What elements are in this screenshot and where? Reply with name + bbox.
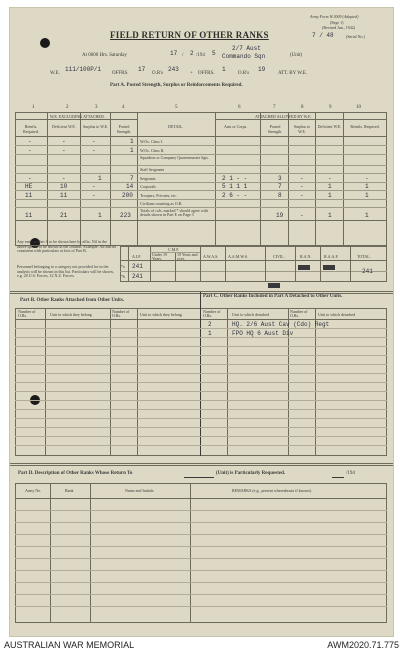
part-d-title-mid: (Unit) is Particularly Requested. — [216, 471, 286, 476]
year-digit: 5 — [212, 50, 216, 57]
total-c4: 223 — [120, 212, 131, 219]
date-month: 2 — [190, 50, 194, 57]
analysis-b-aif: 241 — [132, 273, 143, 280]
offrs2-value: 1 — [222, 66, 226, 73]
group-attached: ATTACHED ALLOWED BY W.E. — [255, 114, 312, 119]
footer-left: AUSTRALIAN WAR MEMORIAL — [4, 640, 135, 650]
form-page: (Page 1) — [330, 20, 344, 25]
group-we-excl: W.E. EXCLUDING ATTACHED. — [50, 114, 105, 119]
row-detail: W.Os. Class II. — [140, 148, 165, 153]
unit-line2: Commando Sqn — [222, 53, 266, 60]
form-revised: (Revised Jun., 1942) — [322, 25, 356, 30]
form-sheet: Army Form W.3009 (Adapted) (Page 1) (Revised Jun., 1942) 7 / 48 (Serial No.) FIELD RETURN OF OTHER RANKS At 0600 Hrs. Saturday 17 / 2 /194 5 2/7 Aust Commando Sqn (Unit) W.E. 111/100P/1 OFFRS. 17 O.R's 243 + OFFRS. 1 O.R's 19 ATT. BY W.E. Part A. Posted Strength, Surplus or Reinforcements Required. 1 2 3 4 5 6 7 8 9 10 W.E. EXCLUDING ATTACHED. ATTACHED ALLOWED BY W.E. Reinfts. Required. Deficient W.E. Surplus to W.E. Posted Strength. DETAIL. Arm or Corps. Posted Strength. Surplus to W.E. Deficient W.E. Reinfts. Required. W.Os. Class I. W.Os. Class II. Squadron or Company Quartermaster Sgts. Staff Sergeants Sergeants Corporals Troopers, Privates, etc. Civilians counting as O.R. Totals of cols. marked * should agree with details shown in Part E on Page 3 - - - 1 - - - 1 - - 1 7 3 - - - HE 10 - 14 7 - 1 1 11 11 - 200 8 - 1 1 2 1 - - 5 1 1 1 2 6 - - 11 21 1 223 19 - 1 1 Any entry in Part A to be shown here by affix. Nil in the above spaces to be shown in the column. Example: All entries consistent with particulars at foot of Part B. Personnel belonging to a category not provided for in the analysis will be shown in this list. Particulars will be shown, e.g. 20 U.S. Forces, 12 N.Z. Forces. C.M.F. A.I.F. Under 19 Years. 19 Years and over. A.W.A.S. A.A.M.W.S. CIVIL. R.A.N. R.A.A.F. TOTAL. *a *b 241 241 241 Part B. Other Ranks Attached from Other Units. Part C. Other Ranks Included in Part A Detached to Other Units. Number of O.Rs. Unit to which they belong Number of O.Rs. Unit to which they belong Number of O.Rs. Unit to which detached Number of O.Rs. Unit to which detached 2 HQ. 2/6 Aust Cav (Cdo) Regt 1 FPO HQ 6 Aust Div Part D. Description of Other Ranks Whose Return To (Unit) is Particularly Requested. /194 Army No. Rank Name and Initials. REMARKS (e.g., present whereabouts if known). — [10, 8, 393, 636]
total-c1: 11 — [25, 212, 33, 219]
total-c9: 1 — [328, 212, 332, 219]
att-label: ATT. BY W.E. — [278, 71, 308, 76]
analysis-total: 241 — [362, 268, 373, 275]
row-detail: Squadron or Company Quartermaster Sgts. — [140, 155, 209, 160]
row-detail: Civilians counting as O.R. — [140, 201, 183, 206]
serial-number: 7 / 48 — [312, 32, 334, 39]
unit-line1: 2/7 Aust — [232, 45, 261, 52]
at-label: At 0600 Hrs. Saturday — [82, 53, 127, 58]
form-id: Army Form W.3009 (Adapted) — [310, 14, 359, 19]
offrs-value: 17 — [138, 66, 146, 73]
punch-hole-top — [40, 38, 50, 48]
we-label: W.E. — [50, 71, 60, 76]
part-c-entry-num: 2 — [208, 321, 212, 328]
row-detail: Corporals — [140, 184, 156, 189]
arm-marks: 2 1 - - — [222, 175, 248, 182]
part-d-title-end: /194 — [346, 471, 355, 476]
arm-marks: 2 6 - - — [222, 192, 248, 199]
analysis-group: C.M.F. — [168, 247, 180, 252]
part-c-entry-num: 1 — [208, 330, 212, 337]
analysis-a-aif: 241 — [132, 263, 143, 270]
ors-value: 243 — [168, 66, 179, 73]
row-detail: Troopers, Privates, etc. — [140, 193, 177, 198]
unit-label: (Unit) — [290, 53, 303, 58]
form-title: FIELD RETURN OF OTHER RANKS — [110, 30, 269, 40]
part-c-entry-unit: FPO HQ 6 Aust Div — [232, 330, 294, 337]
date-day: 17 — [170, 50, 178, 57]
total-c7: 19 — [276, 212, 284, 219]
part-c-title: Part C. Other Ranks Included in Part A Detached to Other Units. — [203, 294, 343, 299]
footer-right: AWM2020.71.775 — [327, 640, 399, 650]
part-d-table — [15, 483, 387, 623]
note-text-2: Personnel belonging to a category not provided for in the analysis will be shown in this list. Particulars will be shown, e.g. 20 U.S. Forces, 12 N.Z. Forces. — [17, 264, 114, 278]
plus-sign: + — [190, 71, 193, 76]
part-c-entry-unit: HQ. 2/6 Aust Cav (Cdo) Regt — [232, 321, 330, 328]
ors2-value: 19 — [258, 66, 266, 73]
row-detail: Staff Sergeants — [140, 167, 165, 172]
ors-label: O.R's — [152, 71, 164, 76]
serial-label: (Serial No.) — [346, 34, 365, 39]
part-a-title: Part A. Posted Strength, Surplus or Reinforcements Required. — [110, 83, 243, 88]
we-value: 111/100P/1 — [65, 66, 102, 73]
total-c3: 1 — [98, 212, 102, 219]
total-c10: 1 — [365, 212, 369, 219]
note-text: Any entry in Part A to be shown here by affix. Nil in the above spaces to be shown in the column. Example: All entries consistent with particulars at foot of Part B. — [17, 239, 117, 253]
row-detail: Sergeants — [140, 176, 156, 181]
part-d-title-start: Part D. Description of Other Ranks Whose Return To — [18, 471, 133, 476]
total-c2: 21 — [60, 212, 68, 219]
offrs-label: OFFRS. — [112, 71, 129, 76]
totals-label: Totals of cols. marked * should agree with details shown in Part E on Page 3 — [140, 208, 208, 217]
total-c8: - — [300, 212, 304, 219]
row-detail: W.Os. Class I. — [140, 139, 163, 144]
part-b-title: Part B. Other Ranks Attached from Other Units. — [20, 298, 125, 303]
ors2-label: O.R's — [238, 71, 250, 76]
offrs2-label: OFFRS. — [198, 71, 215, 76]
arm-marks: 5 1 1 1 — [222, 183, 248, 190]
year-prefix: /194 — [196, 53, 205, 58]
